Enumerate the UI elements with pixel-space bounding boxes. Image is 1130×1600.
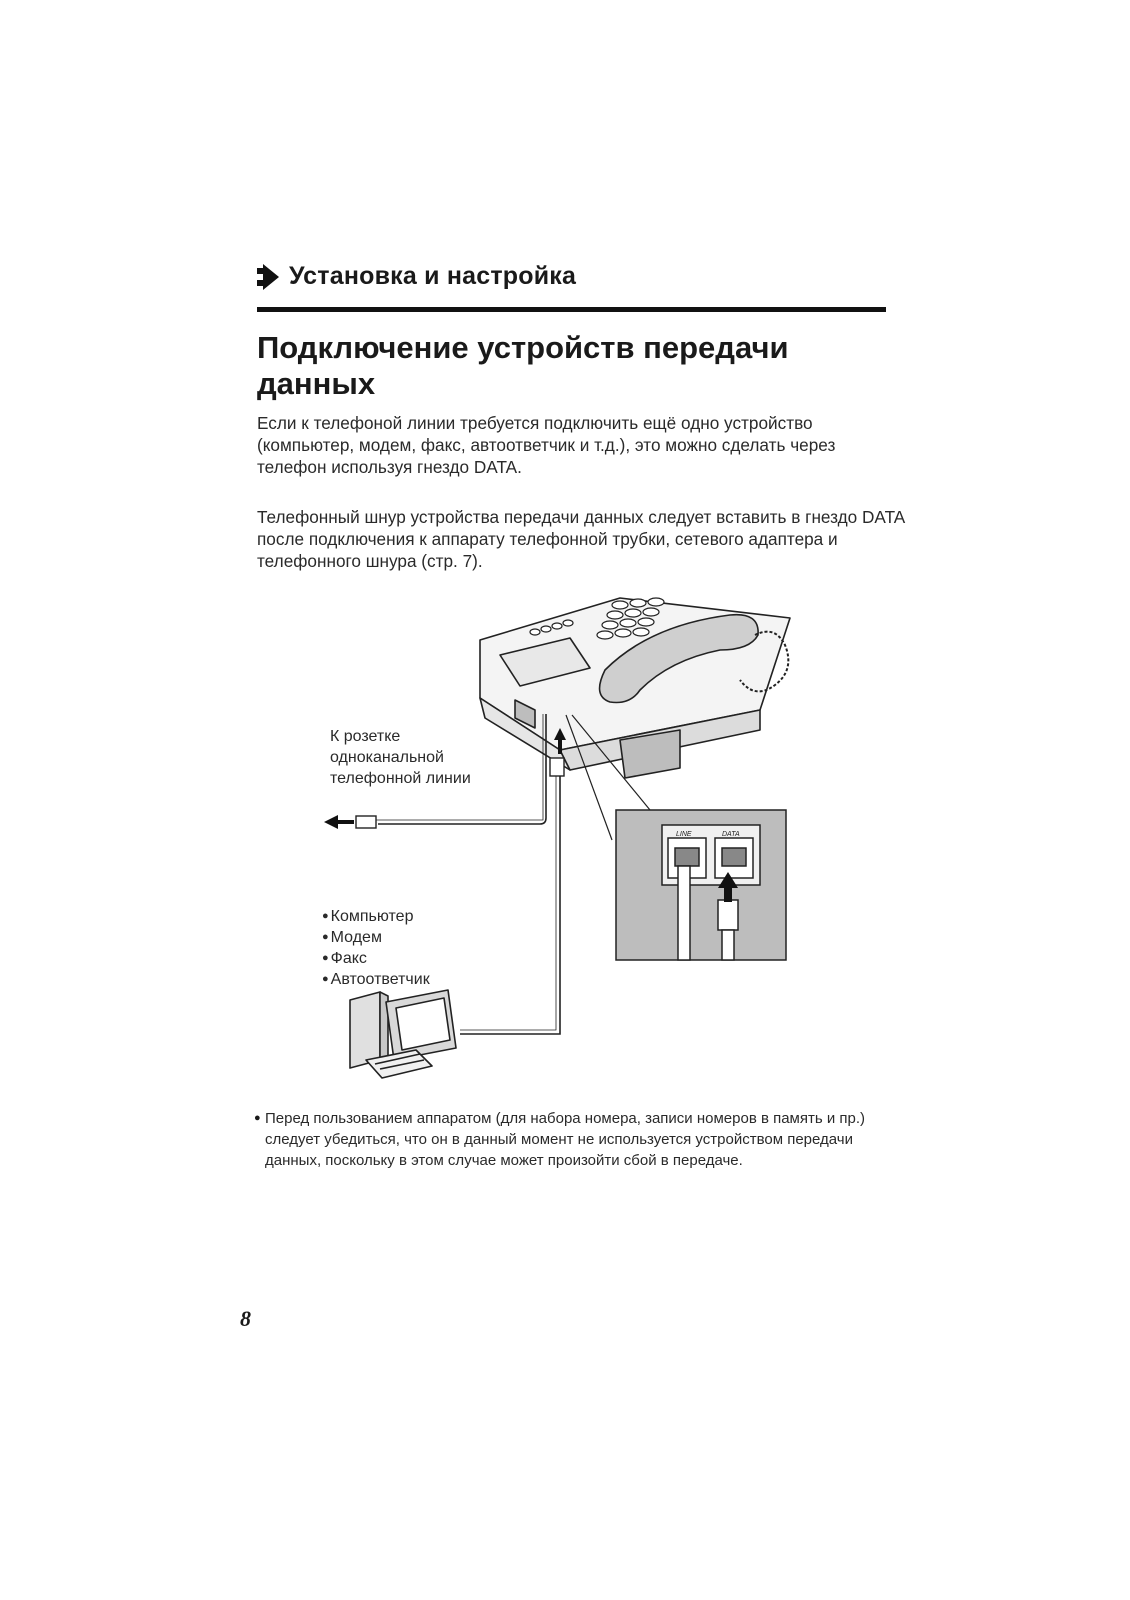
jack-inset xyxy=(616,810,786,960)
device-label: Факс xyxy=(330,950,367,967)
instruction-paragraph: Телефонный шнур устройства передачи данных следует вставить в гнездо DATA после подключения к аппарату телефонной трубки, сетевого адаптера и телефонного шнура (стр. 7). xyxy=(257,507,905,571)
device-item xyxy=(322,927,430,948)
section-header xyxy=(257,262,887,291)
outlet-label: К розетке одноканальной телефонной линии xyxy=(330,728,471,787)
page-title: Подключение устройств передачи данных xyxy=(257,330,789,401)
section-divider xyxy=(257,307,886,312)
section-arrow-icon xyxy=(257,264,279,290)
data-plug-icon xyxy=(550,758,564,776)
device-label: Автоответчик xyxy=(330,971,430,988)
line-plug-icon xyxy=(356,816,376,828)
page-number: 8 xyxy=(240,1306,251,1331)
telephone-illustration xyxy=(480,598,790,778)
line-jack-label: LINE xyxy=(676,831,692,838)
warning-note-text: Перед пользованием аппаратом (для набора номера, записи номеров в память и пр.) следует убедиться, что он в данный момент не используется устройством передачи данных, поскольку в этом случае может произойти сбой в передаче. xyxy=(265,1110,866,1169)
device-item xyxy=(322,948,430,969)
data-jack-label: DATA xyxy=(722,831,740,838)
device-label: Компьютер xyxy=(330,908,414,925)
device-item xyxy=(322,969,430,990)
note-bullet-icon: ● xyxy=(254,1112,261,1124)
connection-diagram xyxy=(320,590,820,1110)
intro-paragraph: Если к телефоной линии требуется подключить ещё одно устройство (компьютер, модем, факс, автоответчик и т.д.), это можно сделать через телефон используя гнездо DATA. xyxy=(257,413,836,477)
computer-icon xyxy=(350,990,456,1078)
device-label: Модем xyxy=(330,929,382,946)
warning-note xyxy=(257,1108,887,1171)
section-title: Установка и настройка xyxy=(289,262,577,290)
device-list xyxy=(322,906,430,990)
device-item xyxy=(322,906,430,927)
